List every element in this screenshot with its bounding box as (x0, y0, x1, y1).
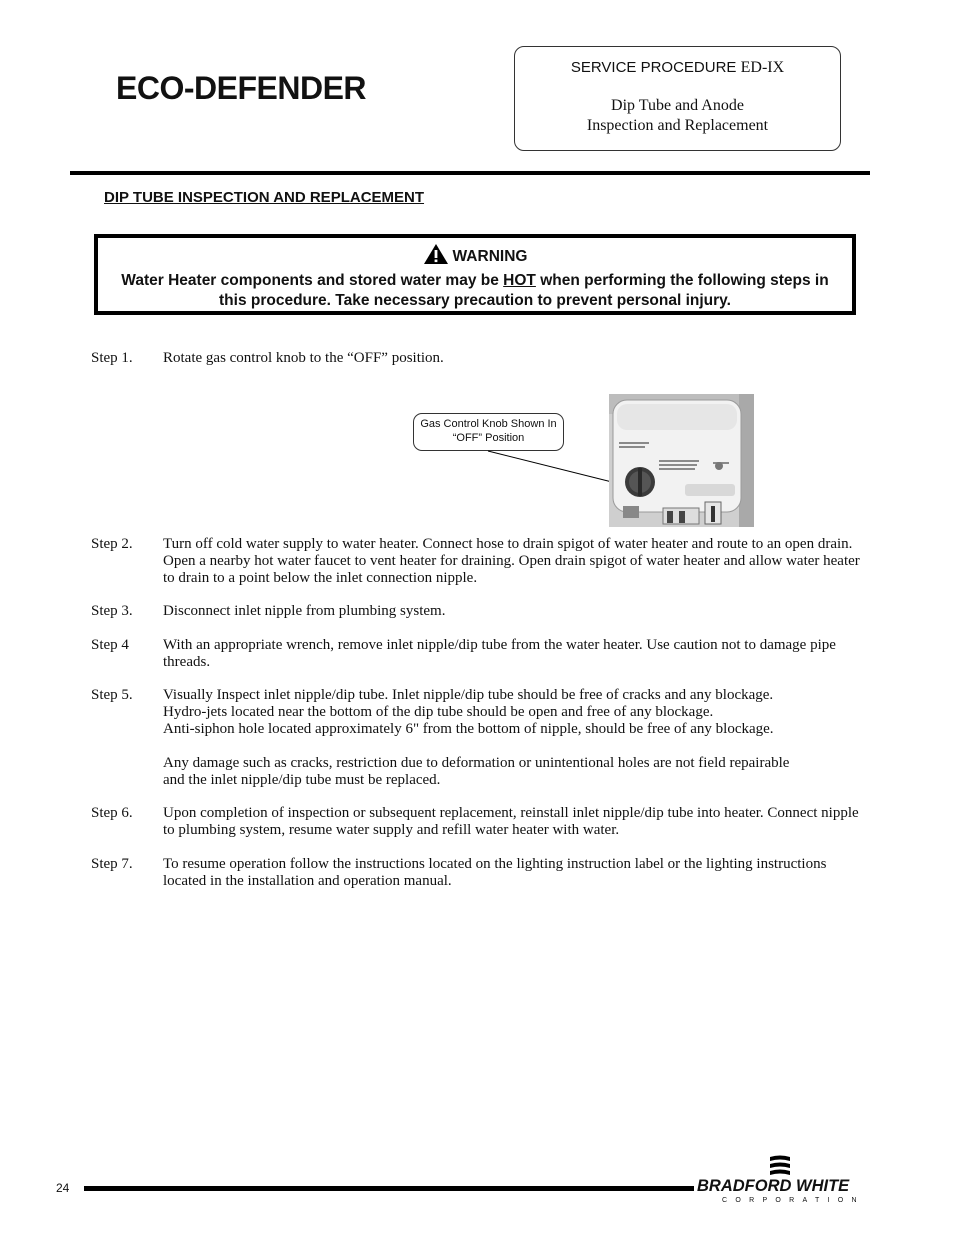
warning-label: WARNING (452, 248, 528, 265)
figure-callout (413, 413, 564, 451)
step-2 (91, 536, 861, 587)
step-text: Rotate gas control knob to the “OFF” position. (163, 350, 444, 366)
warning-text-before: Water Heater components and stored water may be (121, 272, 504, 289)
step-text: To resume operation follow the instructions located on the lighting instruction label or the lighting instructions located in the installation and operation manual. (163, 856, 827, 889)
page-title: ECO-DEFENDER (116, 70, 367, 106)
step-number: Step 5. (91, 687, 133, 703)
service-procedure-code: ED-IX (740, 59, 785, 76)
service-procedure-label: SERVICE PROCEDURE (570, 59, 737, 76)
service-procedure-title-line1: Dip Tube and Anode (611, 97, 744, 114)
step-4 (91, 637, 861, 671)
step-number: Step 3. (91, 603, 133, 619)
step-number: Step 6. (91, 805, 133, 821)
step-text: Visually Inspect inlet nipple/dip tube. Inlet nipple/dip tube should be free of cracks and any blockage. Hydro-jets located near the bottom of the dip tube should be open and free of any blockage. Anti-siphon hole located approximately 6" from the bottom of nipple, should be free of any blockage. Any damage such as cracks, restriction due to deformation or unintentional holes are not field repairable and the inlet nipple/dip tube must be replaced. (163, 687, 790, 788)
callout-line1: Gas Control Knob Shown In (420, 418, 557, 430)
step-number: Step 2. (91, 536, 133, 552)
warning-emphasis: HOT (503, 272, 536, 289)
step-3 (91, 603, 861, 620)
step-6 (91, 805, 861, 839)
step-text: Upon completion of inspection or subsequent replacement, reinstall inlet nipple/dip tube into heater. Connect nipple to plumbing system, resume water supply and refill water heater with water. (163, 805, 859, 838)
service-procedure-label-line (515, 59, 840, 77)
warning-text (98, 271, 852, 311)
warning-box (94, 234, 856, 315)
warning-header (98, 243, 852, 271)
step-7 (91, 856, 861, 890)
step-text: With an appropriate wrench, remove inlet nipple/dip tube from the water heater. Use caution not to damage pipe threads. (163, 637, 836, 670)
brand-subtitle: CORPORATION (722, 1197, 865, 1204)
section-heading: DIP TUBE INSPECTION AND REPLACEMENT (104, 189, 425, 206)
callout-line2: “OFF” Position (452, 432, 525, 444)
service-procedure-box (514, 46, 841, 151)
step-text: Turn off cold water supply to water heater. Connect hose to drain spigot of water heater and route to an open drain. Open a nearby hot water faucet to vent heater for draining. Open drain spigot of water heater and allow water heater to drain to a point below the inlet connection nipple. (163, 536, 860, 586)
step-text: Disconnect inlet nipple from plumbing system. (163, 603, 446, 619)
warning-text-after: when performing the following steps in this procedure. Take necessary precaution to prevent personal injury. (219, 272, 829, 309)
header-divider (70, 171, 870, 175)
page-number: 24 (56, 1181, 70, 1195)
footer-divider (84, 1186, 694, 1191)
step-number: Step 4 (91, 637, 129, 653)
brand-name: BRADFORD WHITE (697, 1177, 850, 1195)
step-number: Step 7. (91, 856, 133, 872)
step-number: Step 1. (91, 350, 133, 366)
service-procedure-title (515, 96, 840, 136)
gas-control-photo (609, 394, 754, 527)
step-1 (91, 350, 861, 367)
service-procedure-title-line2: Inspection and Replacement (586, 117, 769, 134)
step-5 (91, 687, 861, 789)
warning-triangle-icon (423, 243, 449, 271)
